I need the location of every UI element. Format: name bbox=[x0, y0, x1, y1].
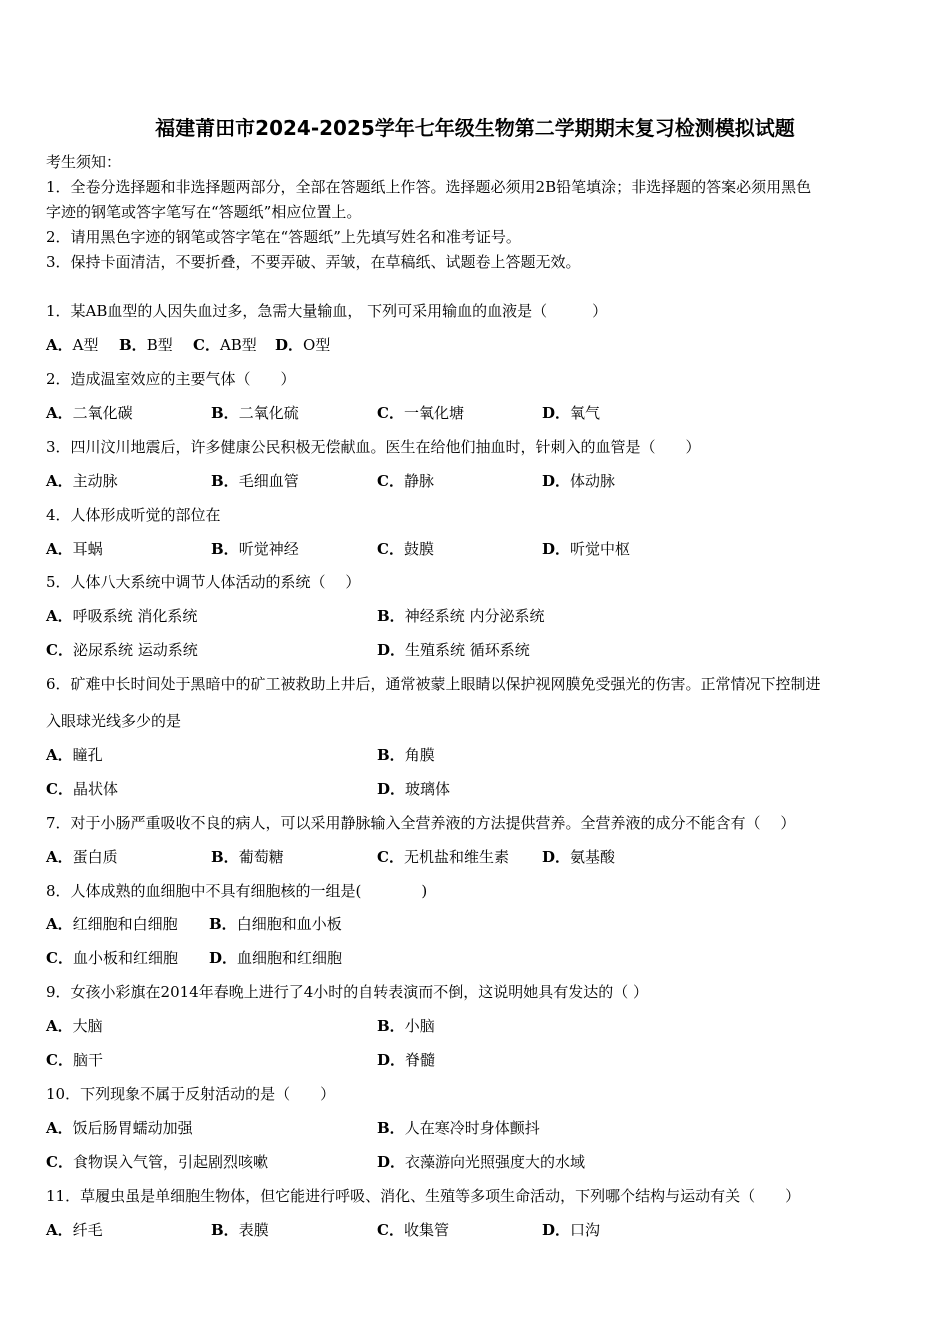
question-11-stem: 11．草履虫虽是单细胞生物体，但它能进行呼吸、消化、生殖等多项生命活动，下列哪个结构与运动有关（ ） bbox=[46, 1187, 801, 1205]
question-11-option-a[interactable]: A．纤毛 bbox=[46, 1221, 103, 1239]
question-1-stem: 1．某AB血型的人因失血过多，急需大量输血， 下列可采用输血的血液是（ ） bbox=[46, 302, 608, 320]
question-2-option-b[interactable]: B．二氧化硫 bbox=[211, 404, 299, 422]
question-1-option-a[interactable]: A．A型 bbox=[46, 336, 99, 354]
question-5-option-c[interactable]: C．泌尿系统 运动系统 bbox=[46, 641, 198, 659]
question-9-stem: 9．女孩小彩旗在2014年春晚上进行了4小时的自转表演而不倒，这说明她具有发达的（ ） bbox=[46, 983, 649, 1001]
question-10-option-d[interactable]: D．衣藻游向光照强度大的水域 bbox=[377, 1153, 586, 1171]
question-3-option-a[interactable]: A．主动脉 bbox=[46, 472, 118, 490]
question-7-option-d[interactable]: D．氨基酸 bbox=[542, 848, 616, 866]
question-5-option-d[interactable]: D．生殖系统 循环系统 bbox=[377, 641, 530, 659]
notice-line-1: 1．全卷分选择题和非选择题两部分，全部在答题纸上作答。选择题必须用2B铅笔填涂；非选择题的答案必须用黑色 bbox=[46, 178, 812, 196]
question-3-option-c[interactable]: C．静脉 bbox=[377, 472, 434, 490]
question-1-option-d[interactable]: D．O型 bbox=[275, 336, 331, 354]
question-3-stem: 3．四川汶川地震后，许多健康公民积极无偿献血。医生在给他们抽血时，针刺入的血管是（ ） bbox=[46, 438, 701, 456]
question-9-option-d[interactable]: D．脊髓 bbox=[377, 1051, 436, 1069]
notice-line-3: 3．保持卡面清洁，不要折叠，不要弄破、弄皱，在草稿纸、试题卷上答题无效。 bbox=[46, 253, 581, 271]
question-6-option-d[interactable]: D．玻璃体 bbox=[377, 780, 451, 798]
question-11-option-c[interactable]: C．收集管 bbox=[377, 1221, 449, 1239]
question-8-option-a[interactable]: A．红细胞和白细胞 bbox=[46, 915, 178, 933]
question-7-stem: 7．对于小肠严重吸收不良的病人，可以采用静脉输入全营养液的方法提供营养。全营养液的成分不能含有（ ） bbox=[46, 814, 796, 832]
question-10-stem: 10．下列现象不属于反射活动的是（ ） bbox=[46, 1085, 336, 1103]
question-10-option-c[interactable]: C．食物误入气管，引起剧烈咳嗽 bbox=[46, 1153, 268, 1171]
question-8-stem: 8．人体成熟的血细胞中不具有细胞核的一组是( ) bbox=[46, 882, 428, 900]
question-8-option-d[interactable]: D．血细胞和红细胞 bbox=[209, 949, 343, 967]
question-2-option-d[interactable]: D．氧气 bbox=[542, 404, 601, 422]
question-7-option-b[interactable]: B．葡萄糖 bbox=[211, 848, 284, 866]
question-5-option-b[interactable]: B．神经系统 内分泌系统 bbox=[377, 607, 545, 625]
question-1-option-c[interactable]: C．AB型 bbox=[193, 336, 257, 354]
notice-heading: 考生须知： bbox=[46, 153, 122, 171]
question-6-option-a[interactable]: A．瞳孔 bbox=[46, 746, 103, 764]
question-9-option-a[interactable]: A．大脑 bbox=[46, 1017, 103, 1035]
question-6-option-c[interactable]: C．晶状体 bbox=[46, 780, 118, 798]
question-11-option-d[interactable]: D．口沟 bbox=[542, 1221, 601, 1239]
question-2-stem: 2．造成温室效应的主要气体（ ） bbox=[46, 370, 296, 388]
question-4-option-c[interactable]: C．鼓膜 bbox=[377, 540, 434, 558]
question-10-option-b[interactable]: B．人在寒冷时身体颤抖 bbox=[377, 1119, 540, 1137]
question-11-option-b[interactable]: B．表膜 bbox=[211, 1221, 269, 1239]
question-4-stem: 4．人体形成听觉的部位在 bbox=[46, 506, 221, 524]
question-5-stem: 5．人体八大系统中调节人体活动的系统（ ） bbox=[46, 573, 361, 591]
question-9-option-b[interactable]: B．小脑 bbox=[377, 1017, 435, 1035]
question-6-stem-cont: 入眼球光线多少的是 bbox=[46, 712, 182, 730]
question-8-option-c[interactable]: C．血小板和红细胞 bbox=[46, 949, 178, 967]
question-2-option-a[interactable]: A．二氧化碳 bbox=[46, 404, 133, 422]
question-6-option-b[interactable]: B．角膜 bbox=[377, 746, 435, 764]
question-2-option-c[interactable]: C．一氧化塘 bbox=[377, 404, 464, 422]
question-6-stem: 6．矿难中长时间处于黑暗中的矿工被救助上井后，通常被蒙上眼睛以保护视网膜免受强光的伤害。正常情况下控制进 bbox=[46, 675, 821, 693]
question-4-option-a[interactable]: A．耳蜗 bbox=[46, 540, 103, 558]
question-7-option-a[interactable]: A．蛋白质 bbox=[46, 848, 118, 866]
question-1-option-b[interactable]: B．B型 bbox=[119, 336, 173, 354]
notice-line-1-cont: 字迹的钢笔或答字笔写在“答题纸”相应位置上。 bbox=[46, 203, 362, 221]
question-5-option-a[interactable]: A．呼吸系统 消化系统 bbox=[46, 607, 198, 625]
question-4-option-b[interactable]: B．听觉神经 bbox=[211, 540, 299, 558]
page-title: 福建莆田市2024-2025学年七年级生物第二学期期末复习检测模拟试题 bbox=[155, 116, 795, 140]
notice-line-2: 2．请用黑色字迹的钢笔或答字笔在“答题纸”上先填写姓名和准考证号。 bbox=[46, 228, 521, 246]
question-3-option-d[interactable]: D．体动脉 bbox=[542, 472, 616, 490]
question-7-option-c[interactable]: C．无机盐和维生素 bbox=[377, 848, 509, 866]
question-10-option-a[interactable]: A．饭后肠胃蠕动加强 bbox=[46, 1119, 193, 1137]
question-3-option-b[interactable]: B．毛细血管 bbox=[211, 472, 299, 490]
question-4-option-d[interactable]: D．听觉中枢 bbox=[542, 540, 631, 558]
question-8-option-b[interactable]: B．白细胞和血小板 bbox=[209, 915, 342, 933]
question-9-option-c[interactable]: C．脑干 bbox=[46, 1051, 103, 1069]
